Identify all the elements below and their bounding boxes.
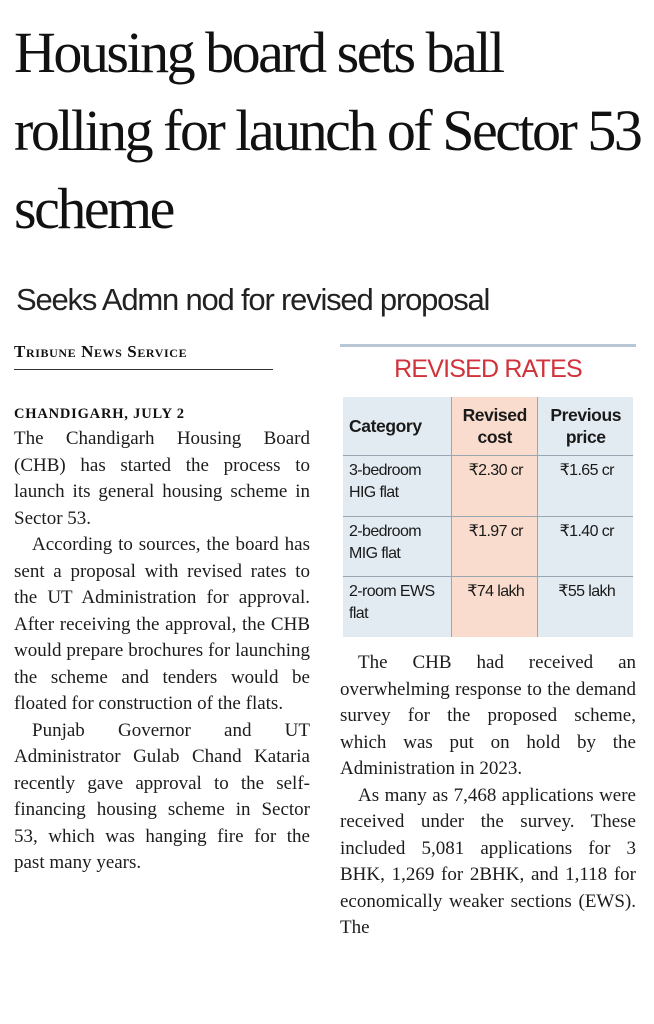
byline: Tribune News Service [14,342,188,361]
article-paragraph: Punjab Governor and UT Administrator Gulab Chand Kataria recently gave approval to the self-financing housing scheme in Sector 53, which was hanging fire for the past many years. [14,719,310,873]
cell-category: 2-bedroom MIG flat [343,516,452,577]
header-revised-cost: Revised cost [452,397,538,456]
rates-table [343,397,633,637]
table-row [343,456,633,517]
cell-revised-cost: ₹1.97 cr [452,516,538,577]
header-category: Category [343,397,452,456]
article-paragraph: According to sources, the board has sent a proposal with revised rates to the UT Administration for approval. After receiving the approval, the CHB would prepare brochures for launching the scheme and tenders would be floated for construction of the flats. [14,534,310,714]
rates-table-header-row [343,397,633,456]
table-row [343,516,633,577]
headline: Housing board sets ball rolling for launch of Sector 53 scheme [14,20,641,241]
cell-previous-price: ₹1.40 cr [538,516,633,577]
cell-previous-price: ₹1.65 cr [538,456,633,517]
cell-revised-cost: ₹2.30 cr [452,456,538,517]
cell-category: 2-room EWS flat [343,577,452,637]
dateline: CHANDIGARH, JULY 2 [14,406,185,422]
cell-category: 3-bedroom HIG flat [343,456,452,517]
header-previous-price: Previous price [538,397,633,456]
byline-rule [14,369,273,370]
article-column-right [340,650,636,942]
article-column-left [14,402,310,877]
cell-revised-cost: ₹74 lakh [452,577,538,637]
table-row [343,577,633,637]
cell-previous-price: ₹55 lakh [538,577,633,637]
subheadline: Seeks Admn nod for revised proposal [16,282,490,317]
revised-rates-box [340,344,636,641]
article-paragraph: The CHB had received an overwhelming response to the demand survey for the proposed scheme, which was put on hold by the Administration in 2023. [340,652,636,779]
article-paragraph: As many as 7,468 applications were received under the survey. These included 5,081 applications for 3 BHK, 1,269 for 2BHK, and 1,118 for economically weaker sections (EWS). The [340,784,636,938]
rates-box-title: REVISED RATES [394,355,582,383]
article-paragraph: The Chandigarh Housing Board (CHB) has started the process to launch its general housing scheme in Sector 53. [14,428,310,529]
